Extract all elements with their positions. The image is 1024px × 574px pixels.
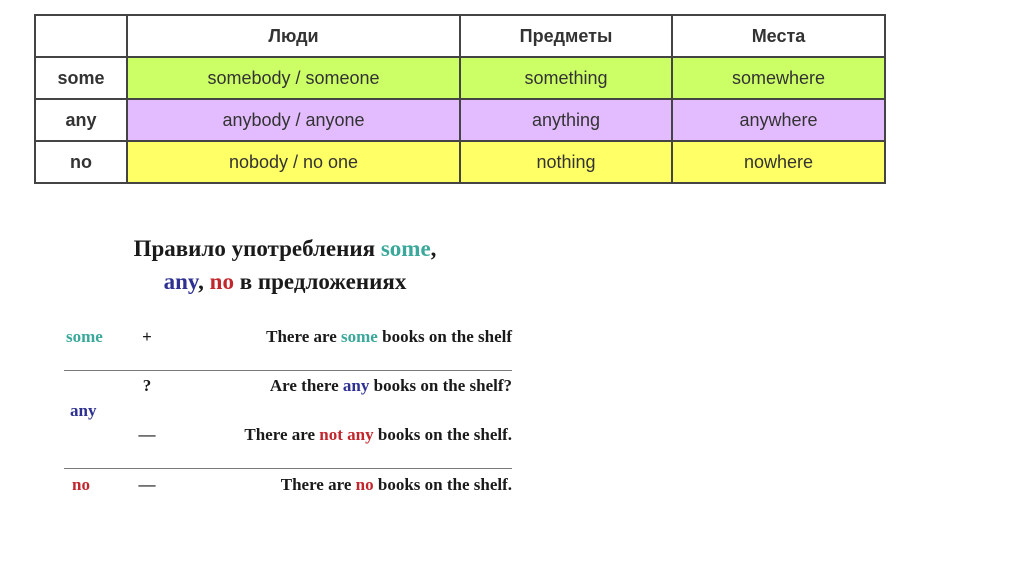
table-row-no (35, 141, 885, 183)
example-any-n-pre: There are (244, 425, 320, 444)
pronoun-table (34, 14, 886, 184)
rule-keyword-any: any (70, 401, 97, 420)
row-label-any: any (35, 99, 127, 141)
sign-plus: + (142, 327, 152, 346)
example-any-q-post: books on the shelf? (369, 376, 512, 395)
example-no (281, 475, 512, 495)
example-no-post: books on the shelf. (373, 475, 512, 494)
separator-2 (64, 468, 512, 469)
example-any-n-kw: not any (319, 425, 374, 444)
row-label-some: some (35, 57, 127, 99)
cell-no-things: nothing (460, 141, 672, 183)
example-some-kw: some (341, 327, 378, 346)
rule-examples (64, 320, 512, 500)
cell-any-places: anywhere (672, 99, 885, 141)
sign-dash-2: — (138, 475, 156, 494)
example-some-post: books on the shelf (377, 327, 512, 346)
rule-keyword-some: some (66, 327, 103, 346)
separator-1 (64, 370, 512, 371)
cell-no-places: nowhere (672, 141, 885, 183)
table-header-row (35, 15, 885, 57)
example-any-negative (244, 425, 512, 445)
rule-title-some: some (380, 236, 431, 261)
example-some (266, 327, 512, 347)
header-people: Люди (127, 15, 460, 57)
example-any-question (270, 376, 512, 396)
example-no-kw: no (355, 475, 374, 494)
rule-title-any: any (163, 269, 199, 294)
header-things: Предметы (460, 15, 672, 57)
cell-some-people: somebody / someone (127, 57, 460, 99)
example-any-q-pre: Are there (269, 376, 343, 395)
rule-keyword-no: no (72, 475, 90, 494)
row-label-no: no (35, 141, 127, 183)
cell-some-things: something (460, 57, 672, 99)
example-any-q-kw: any (342, 376, 370, 395)
rule-title (60, 232, 510, 298)
table-corner-cell (35, 15, 127, 57)
header-places: Места (672, 15, 885, 57)
rule-title-no: no (209, 269, 234, 294)
sign-question: ? (142, 376, 152, 395)
cell-any-people: anybody / anyone (127, 99, 460, 141)
cell-any-things: anything (460, 99, 672, 141)
rule-title-text: Правило употребления (133, 236, 381, 261)
example-some-pre: There are (266, 327, 342, 346)
table-row-some (35, 57, 885, 99)
cell-no-people: nobody / no one (127, 141, 460, 183)
rule-title-sep: , (198, 269, 210, 294)
rule-title-comma: , (430, 236, 437, 261)
sign-dash-1: — (138, 425, 156, 444)
cell-some-places: somewhere (672, 57, 885, 99)
table-row-any (35, 99, 885, 141)
example-no-pre: There are (280, 475, 356, 494)
rule-title-text-2: в предложениях (233, 269, 407, 294)
example-any-n-post: books on the shelf. (373, 425, 512, 444)
